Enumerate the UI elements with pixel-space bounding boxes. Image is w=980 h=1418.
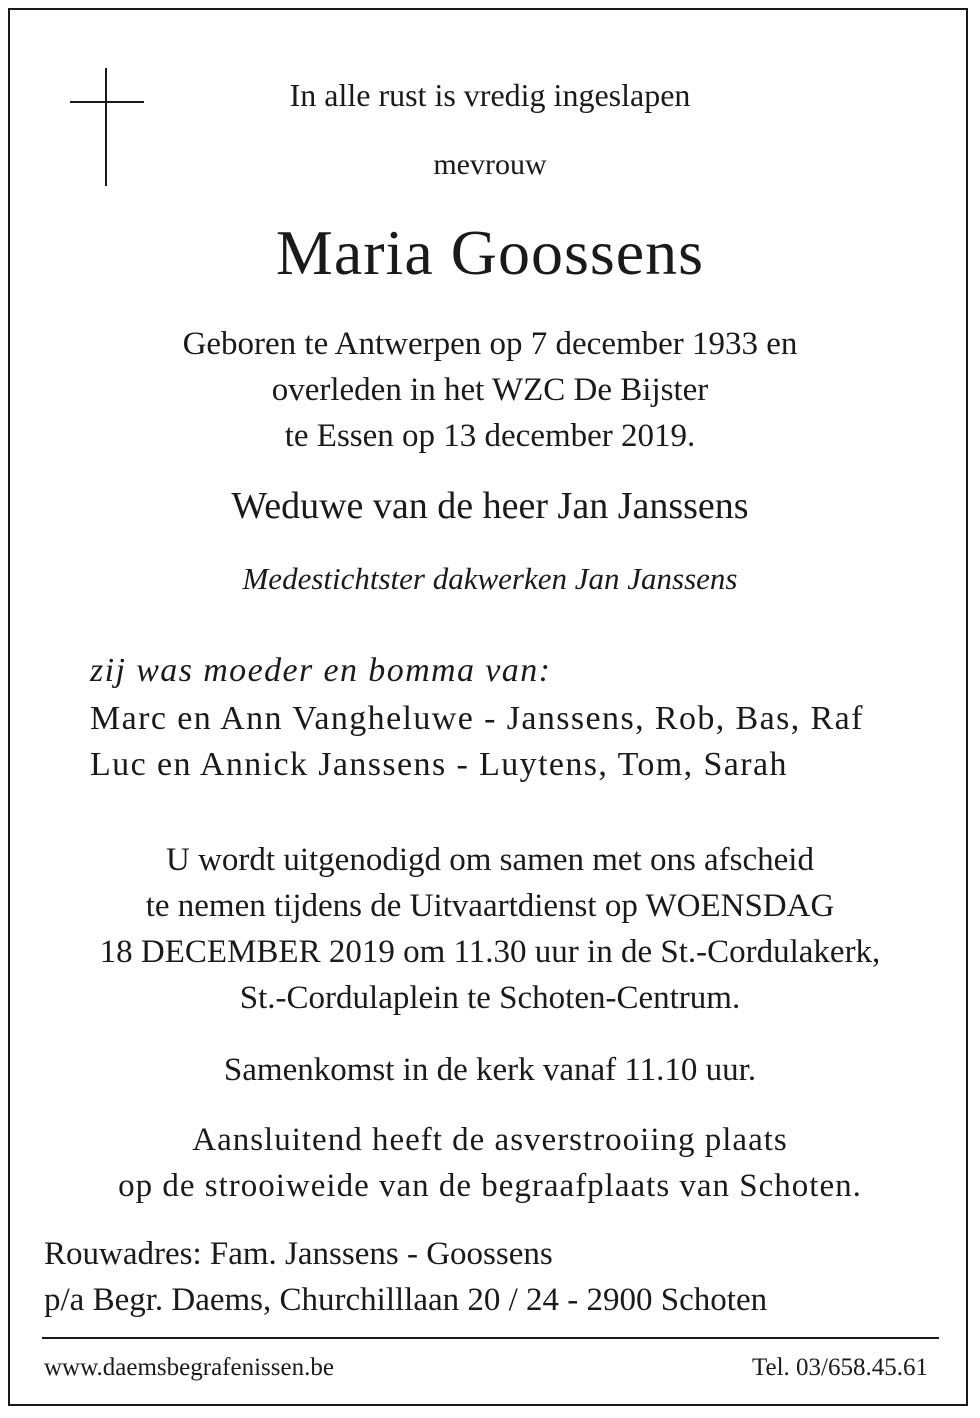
birth-death-line-2: overleden in het WZC De Bijster — [271, 372, 709, 408]
website-link[interactable]: www.daemsbegrafenissen.be — [44, 1354, 334, 1381]
phone-number: Tel. 03/658.45.61 — [751, 1354, 928, 1381]
title-prefix: mevrouw — [433, 148, 547, 181]
widow-of: Weduwe van de heer Jan Janssens — [231, 485, 749, 527]
invitation-line-4: St.-Cordulaplein te Schoten-Centrum. — [239, 980, 741, 1016]
scattering-line-1: Aansluitend heeft de asverstrooiing plaats — [192, 1122, 788, 1158]
deceased-name: Maria Goossens — [275, 217, 705, 288]
family-intro: zij was moeder en bomma van: — [90, 652, 552, 689]
founder-text: Medestichtster dakwerken Jan Janssens — [242, 561, 738, 596]
intro-text: In alle rust is vredig ingeslapen — [289, 77, 691, 113]
invitation-line-3: 18 DECEMBER 2019 om 11.30 uur in de St.-Cordulakerk, — [99, 934, 881, 970]
invitation-line-2: te nemen tijdens de Uitvaartdienst op WOENSDAG — [145, 888, 835, 924]
address-line-1: Rouwadres: Fam. Janssens - Goossens — [44, 1236, 553, 1272]
address-line-2: p/a Begr. Daems, Churchilllaan 20 / 24 - 2900 Schoten — [44, 1282, 768, 1318]
birth-death-line-1: Geboren te Antwerpen op 7 december 1933 en — [182, 326, 798, 362]
meeting-time: Samenkomst in de kerk vanaf 11.10 uur. — [223, 1052, 757, 1088]
family-line-2: Luc en Annick Janssens - Luytens, Tom, Sarah — [90, 746, 788, 783]
birth-death-line-3: te Essen op 13 december 2019. — [284, 418, 696, 454]
scattering-line-2: op de strooiweide van de begraafplaats van Schoten. — [118, 1168, 862, 1204]
invitation-line-1: U wordt uitgenodigd om samen met ons afscheid — [166, 842, 814, 878]
footer-divider — [42, 1337, 939, 1339]
family-line-1: Marc en Ann Vangheluwe - Janssens, Rob, Bas, Raf — [90, 700, 864, 737]
